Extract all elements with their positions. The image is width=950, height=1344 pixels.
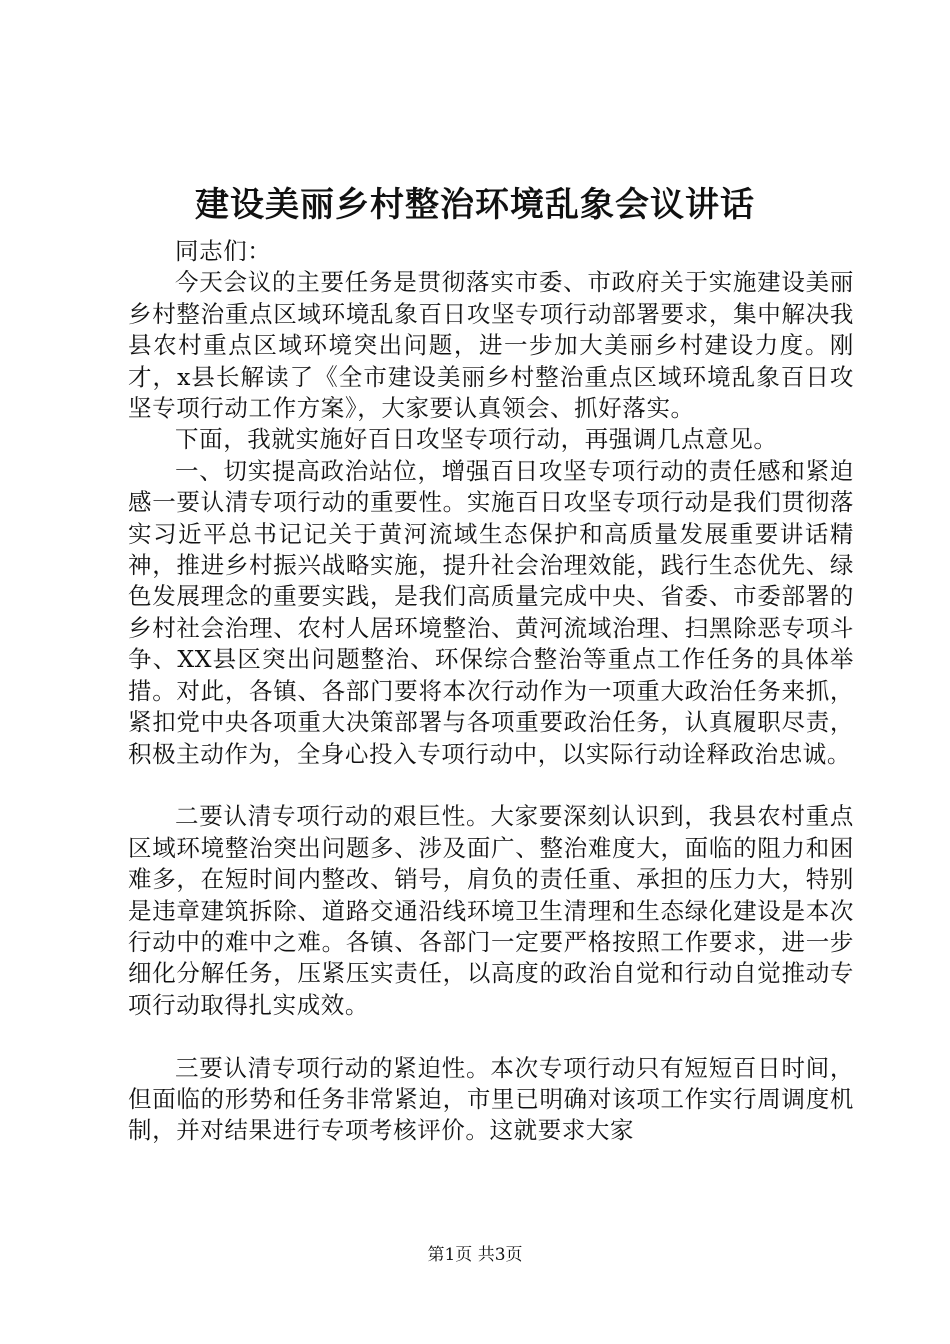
document-body <box>128 236 854 1147</box>
page-footer: 第1页 共3页 <box>427 1245 523 1265</box>
document-title: 建设美丽乡村整治环境乱象会议讲话 <box>195 185 755 225</box>
paragraph-section-one: 一、切实提高政治站位，增强百日攻坚专项行动的责任感和紧迫感一要认清专项行动的重要性。实施百日攻坚专项行动是我们贯彻落实习近平总书记记关于黄河流域生态保护和高质量发展重要讲话精神，推进乡村振兴战略实施，提升社会治理效能，践行生态优先、绿色发展理念的重要实践，是我们高质量完成中央、省委、市委部署的乡村社会治理、农村人居环境整治、黄河流域治理、扫黑除恶专项斗争、XX县区突出问题整治、环保综合整治等重点工作任务的具体举措。对此，各镇、各部门要将本次行动作为一项重大政治任务来抓，紧扣党中央各项重大决策部署与各项重要政治任务，认真履职尽责，积极主动作为，全身心投入专项行动中，以实际行动诠释政治忠诚。 <box>128 456 854 768</box>
paragraph-difficulty: 二要认清专项行动的艰巨性。大家要深刻认识到，我县农村重点区域环境整治突出问题多、涉及面广、整治难度大，面临的阻力和困难多，在短时间内整改、销号，肩负的责任重、承担的压力大，特别是违章建筑拆除、道路交通沿线环境卫生清理和生态绿化建设是本次行动中的难中之难。各镇、各部门一定要严格按照工作要求，进一步细化分解任务，压紧压实责任，以高度的政治自觉和行动自觉推动专项行动取得扎实成效。 <box>128 802 854 1019</box>
paragraph-intro: 今天会议的主要任务是贯彻落实市委、市政府关于实施建设美丽乡村整治重点区域环境乱象百日攻坚专项行动部署要求，集中解决我县农村重点区域环境突出问题，进一步加大美丽乡村建设力度。刚才，x县长解读了《全市建设美丽乡村整治重点区域环境乱象百日攻坚专项行动工作方案》，大家要认真领会、抓好落实。 <box>128 268 854 423</box>
paragraph-urgency: 三要认清专项行动的紧迫性。本次专项行动只有短短百日时间，但面临的形势和任务非常紧迫，市里已明确对该项工作实行周调度机制，并对结果进行专项考核评价。这就要求大家 <box>128 1053 854 1145</box>
salutation: 同志们： <box>175 237 272 265</box>
paragraph-transition: 下面，我就实施好百日攻坚专项行动，再强调几点意见。 <box>175 425 778 454</box>
